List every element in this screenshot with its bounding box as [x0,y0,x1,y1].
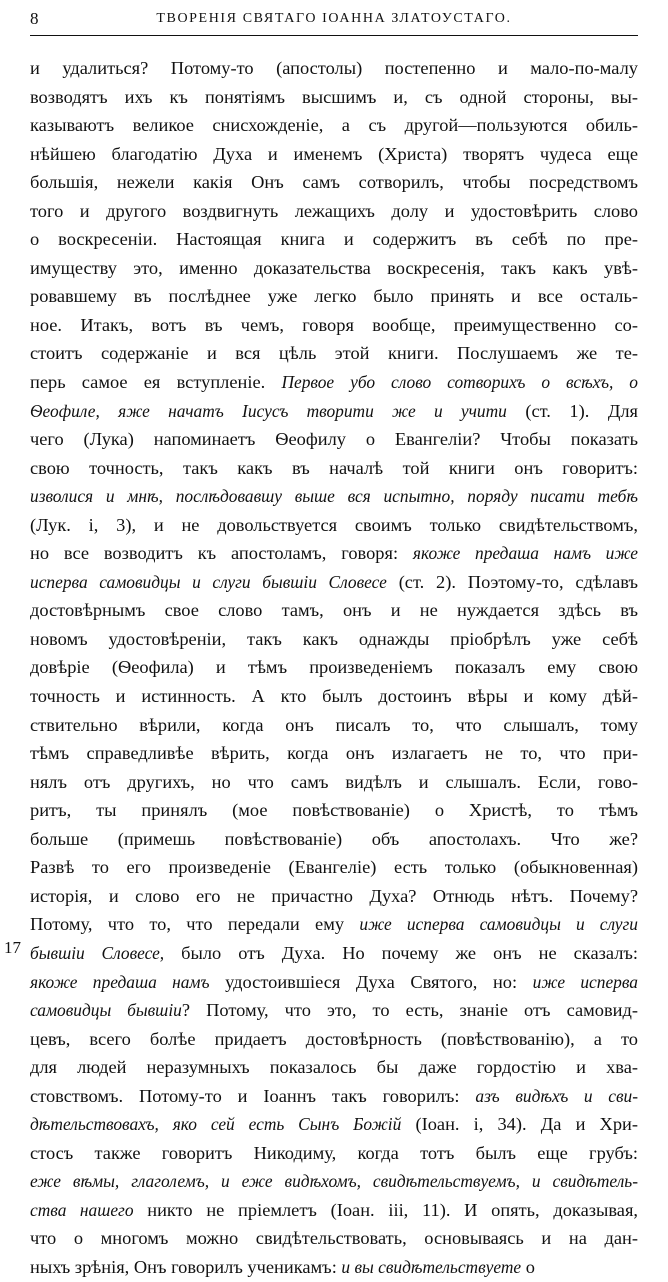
text-line [30,796,638,825]
text-line [30,882,638,911]
text-line [30,996,638,1025]
text-span: о [521,1256,535,1277]
text-line [30,339,638,368]
text-line [30,568,638,597]
text-span: стовствомъ. Потому-то и Іоаннъ такъ говорилъ: [30,1085,476,1106]
margin-verse-number: 17 [4,938,21,957]
text-span: о воскресеніи. Настоящая книга и содержитъ въ себѣ по пре- [30,229,638,250]
text-span: удостоившіеся Духа Святого, но: [209,971,533,992]
text-line [30,482,638,511]
italic-quote: изволися и мнѣ, послѣдовавшу выше вся испытно, поряду писати тебѣ [30,486,638,507]
text-span: тѣмъ справедливѣе вѣрить, когда онъ излагаетъ не то, что при- [30,743,638,764]
page-header [30,8,638,32]
text-span: исторія, и слово его не причастно Духа? Отнюдь нѣтъ. Почему? [30,885,638,906]
text-span: больше (примешь повѣствованіе) объ апостолахъ. Что же? [30,828,638,849]
text-line [30,282,638,311]
text-line [30,1082,638,1111]
text-line [30,1196,638,1225]
text-span: стоитъ содержаніе и вся цѣль этой книги. Послушаемъ же те- [30,343,638,364]
running-title: ТВОРЕНІЯ СВЯТАГО ІОАННА ЗЛАТОУСТАГО. [156,11,512,26]
text-span: большія, нежели какія Онъ самъ сотворилъ, чтобы посредствомъ [30,172,638,193]
text-span: ровавшему въ послѣднее уже легко было принять и все осталь- [30,286,638,307]
text-span: ? Потому, что это, то есть, знаніе отъ самовид- [181,1000,638,1021]
text-line [30,1139,638,1168]
body-text [30,54,638,1282]
text-span: ныхъ зрѣнія, Онъ говорилъ ученикамъ: [30,1256,342,1277]
text-line [30,454,638,483]
text-line [30,853,638,882]
italic-quote: бывшіи Словесе, [30,942,165,963]
italic-quote: самовидцы бывшіи [30,1000,182,1021]
italic-quote: Первое убо слово сотворихъ о всѣхъ, о [281,372,638,393]
text-line [30,254,638,283]
italic-quote: исперва самовидцы и слуги бывшіи Словесе [30,571,387,592]
text-line [30,968,638,997]
text-span: казываютъ великое снисхожденіе, а съ другой—пользуются обиль- [30,115,638,136]
text-line [30,197,638,226]
text-span: точность и истинность. А кто былъ достоинъ вѣры и кому дѣй- [30,686,638,707]
text-span: довѣріе (Ѳеофила) и тѣмъ произведеніемъ показалъ ему свою [30,657,638,678]
text-span: цевъ, всего болѣе придаетъ достовѣрность (повѣствованію), а то [30,1028,638,1049]
text-line [30,168,638,197]
italic-quote: и вы свидѣтельствуете [341,1256,522,1277]
italic-quote: азъ видѣхъ и сви- [475,1085,638,1106]
text-span: новомъ удостовѣреніи, такъ какъ однажды пріобрѣлъ уже себѣ [30,628,638,649]
text-line [30,83,638,112]
text-span: Потому, что то, что передали ему [30,914,360,935]
text-line [30,368,638,397]
text-line [30,511,638,540]
text-span: свою точность, такъ какъ въ началѣ той книги онъ говоритъ: [30,457,638,478]
text-span: (Іоан. і, 34). Да и Хри- [401,1114,638,1135]
text-line [30,54,638,83]
text-span: возводятъ ихъ къ понятіямъ высшимъ и, съ одной стороны, вы- [30,86,638,107]
italic-quote: иже исперва [532,971,638,992]
text-line [30,1025,638,1054]
text-line [30,1110,638,1139]
text-span: имуществу это, именно доказательства воскресенія, такъ какъ увѣ- [30,257,638,278]
text-line [30,739,638,768]
text-line [30,140,638,169]
text-line [30,768,638,797]
text-line [30,625,638,654]
text-span: (ст. 2). Поэтому-то, сдѣлавъ [386,571,638,592]
text-line [30,910,638,939]
text-line [30,111,638,140]
text-span: чего (Лука) напоминаетъ Ѳеофилу о Евангеліи? Чтобы показать [30,429,638,450]
text-line [30,596,638,625]
text-line [30,682,638,711]
text-span: ритъ, ты принялъ (мое повѣствованіе) о Христѣ, то тѣмъ [30,800,638,821]
text-span: нялъ отъ другихъ, но что самъ видѣлъ и слышалъ. Если, гово- [30,771,638,792]
text-span: Развѣ то его произведеніе (Евангеліе) есть только (обыкновенная) [30,857,638,878]
text-line [30,539,638,568]
text-line [30,711,638,740]
text-line [30,1167,638,1196]
text-span: достовѣрнымъ свое слово тамъ, онъ и не нуждается здѣсь въ [30,600,638,621]
page-number: 8 [30,9,39,28]
italic-quote: Ѳеофиле, яже начатъ Іисусъ творити же и учити [30,400,507,421]
italic-quote: якоже предаша намъ иже [412,543,639,564]
text-span: было отъ Духа. Но почему же онъ не сказалъ: [164,942,639,963]
text-line [30,653,638,682]
italic-quote: еже вѣмы, глаголемъ, и еже видѣхомъ, свидѣтельствуемъ, и свидѣтель- [30,1171,638,1192]
text-line [30,311,638,340]
text-line [30,1253,638,1282]
header-rule [30,35,638,36]
text-line [30,1053,638,1082]
text-span: (Лук. і, 3), и не довольствуется своимъ только свидѣтельствомъ, [30,514,638,535]
text-line [30,939,638,968]
text-span: но все возводитъ къ апостоламъ, говоря: [30,543,413,564]
text-line [30,225,638,254]
text-span: стосъ также говоритъ Никодиму, когда тотъ былъ еще грубъ: [30,1142,638,1163]
italic-quote: дѣтельствовахъ, яко сей есть Сынъ Божій [30,1114,402,1135]
text-span: ное. Итакъ, вотъ въ чемъ, говоря вообще, преимущественно со- [30,314,638,335]
text-span: что о многомъ можно свидѣтельствовать, основываясь и на дан- [30,1228,638,1249]
text-span: перь самое ея вступленіе. [30,372,282,393]
italic-quote: ства нашего [30,1199,134,1220]
text-span: (ст. 1). Для [506,400,638,421]
text-line [30,425,638,454]
text-span: нѣйшею благодатію Духа и именемъ (Христа) творятъ чудеса еще [30,143,638,164]
text-span: никто не пріемлетъ (Іоан. ііі, 11). И опять, доказывая, [133,1199,639,1220]
text-span: для людей неразумныхъ показалось бы даже гордостію и хва- [30,1057,638,1078]
text-line [30,825,638,854]
italic-quote: иже исперва самовидцы и слуги [359,914,638,935]
text-span: ствительно вѣрили, когда онъ писалъ то, что слышалъ, тому [30,714,638,735]
text-line [30,1224,638,1253]
italic-quote: якоже предаша намъ [30,971,210,992]
text-span: того и другого воздвигнуть лежащихъ долу и удостовѣрить слово [30,200,638,221]
text-span: и удалиться? Потому-то (апостолы) постепенно и мало-по-малу [30,58,638,78]
text-line [30,397,638,426]
